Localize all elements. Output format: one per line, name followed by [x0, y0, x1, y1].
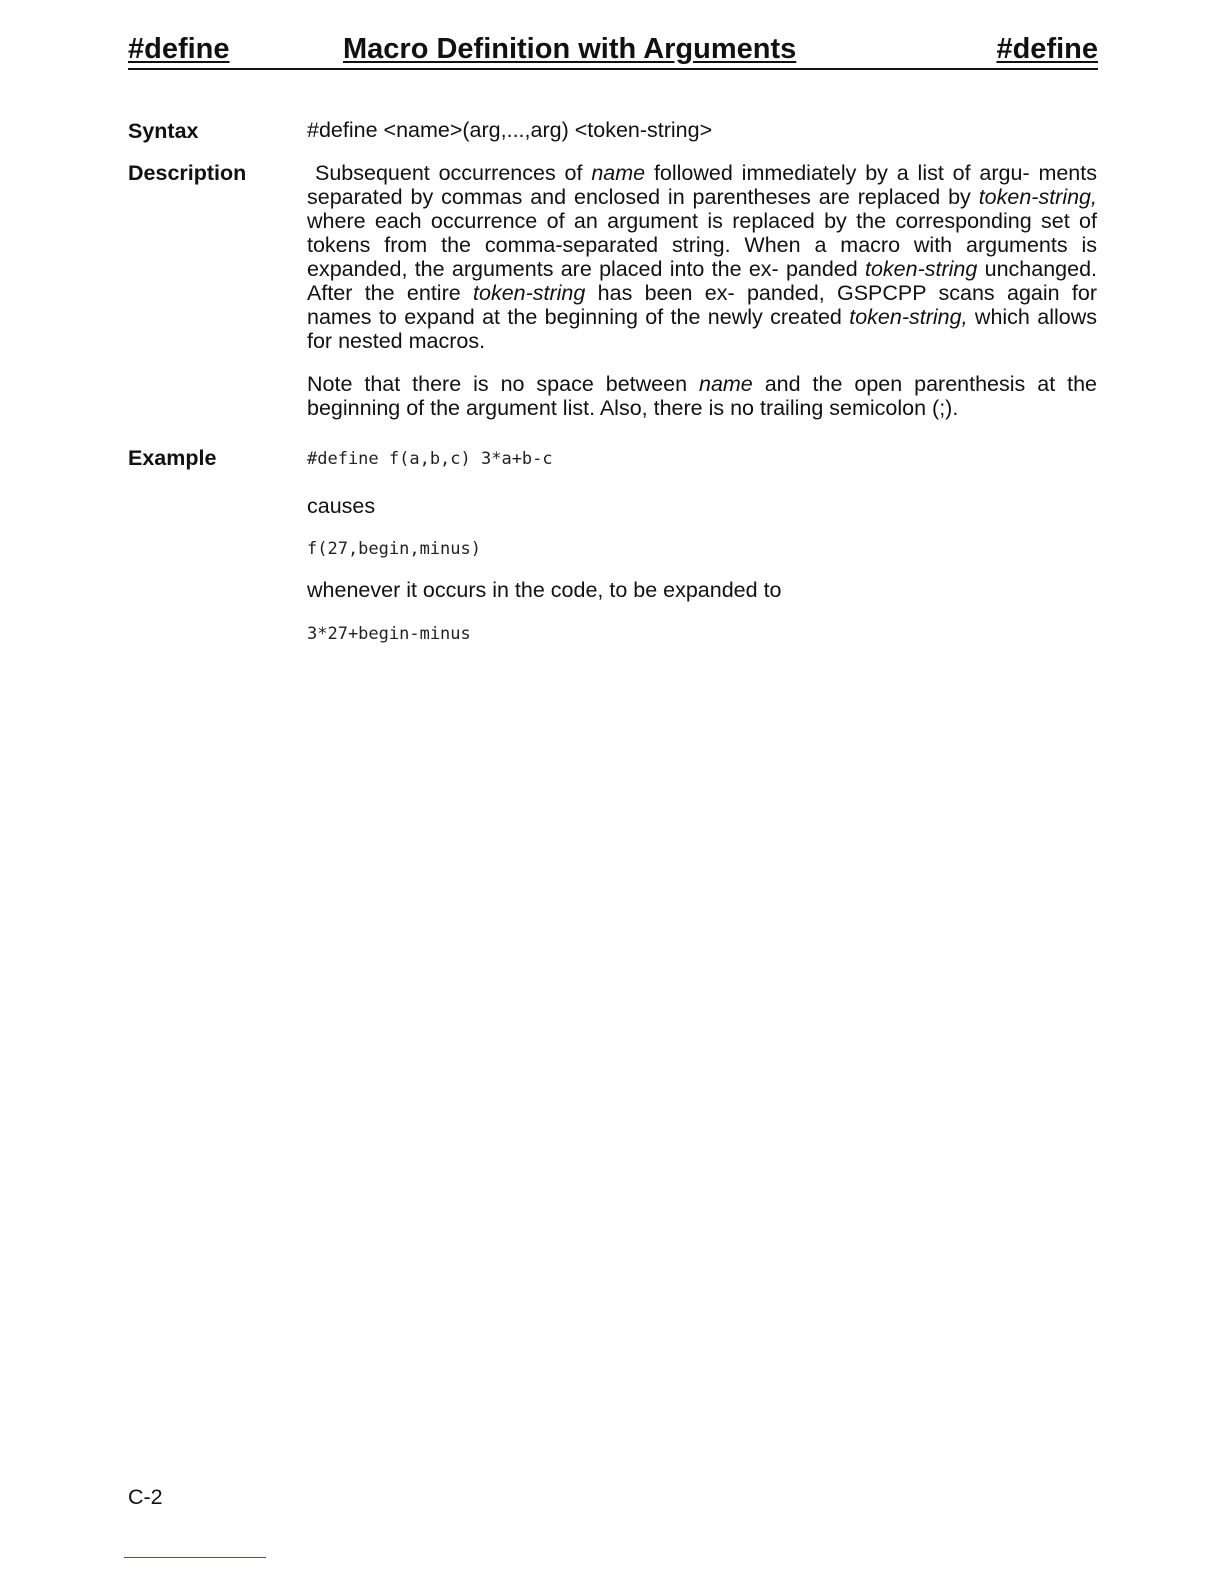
description-paragraph-1: Subsequent occurrences of name followed immediately by a list of argu- ments separated by commas and enclosed in parentheses are replaced by token-string, where each occurrence of an argument is replaced by the corresponding set of tokens from the comma-separated string. When a macro with arguments is expanded, the arguments are placed into the ex- panded token-string unchanged. After the entire token-string has been ex- panded, GSPCPP scans again for names to expand at the beginning of the newly created token-string, which allows for nested macros. — [307, 161, 1098, 353]
syntax-value: #define <name>(arg,...,arg) <token-string> — [307, 118, 713, 142]
example-text-causes: causes — [307, 494, 376, 518]
example-code-expansion: 3*27+begin-minus — [307, 624, 471, 644]
header-right-keyword: #define — [996, 33, 1098, 65]
footer-rule — [124, 1557, 266, 1558]
page-header — [128, 32, 1098, 70]
syntax-label: Syntax — [128, 119, 199, 143]
example-text-whenever: whenever it occurs in the code, to be expanded to — [307, 578, 782, 602]
example-code-define: #define f(a,b,c) 3*a+b-c — [307, 449, 553, 469]
example-code-call: f(27,begin,minus) — [307, 539, 481, 559]
page-title: Macro Definition with Arguments — [343, 33, 797, 65]
page-number: C-2 — [128, 1485, 163, 1509]
header-left-keyword: #define — [128, 33, 230, 65]
description-label: Description — [128, 161, 247, 185]
description-paragraph-2: Note that there is no space between name and the open parenthesis at the beginning of the argument list. Also, there is no trailing semicolon (;). — [307, 372, 1097, 420]
example-label: Example — [128, 446, 217, 470]
